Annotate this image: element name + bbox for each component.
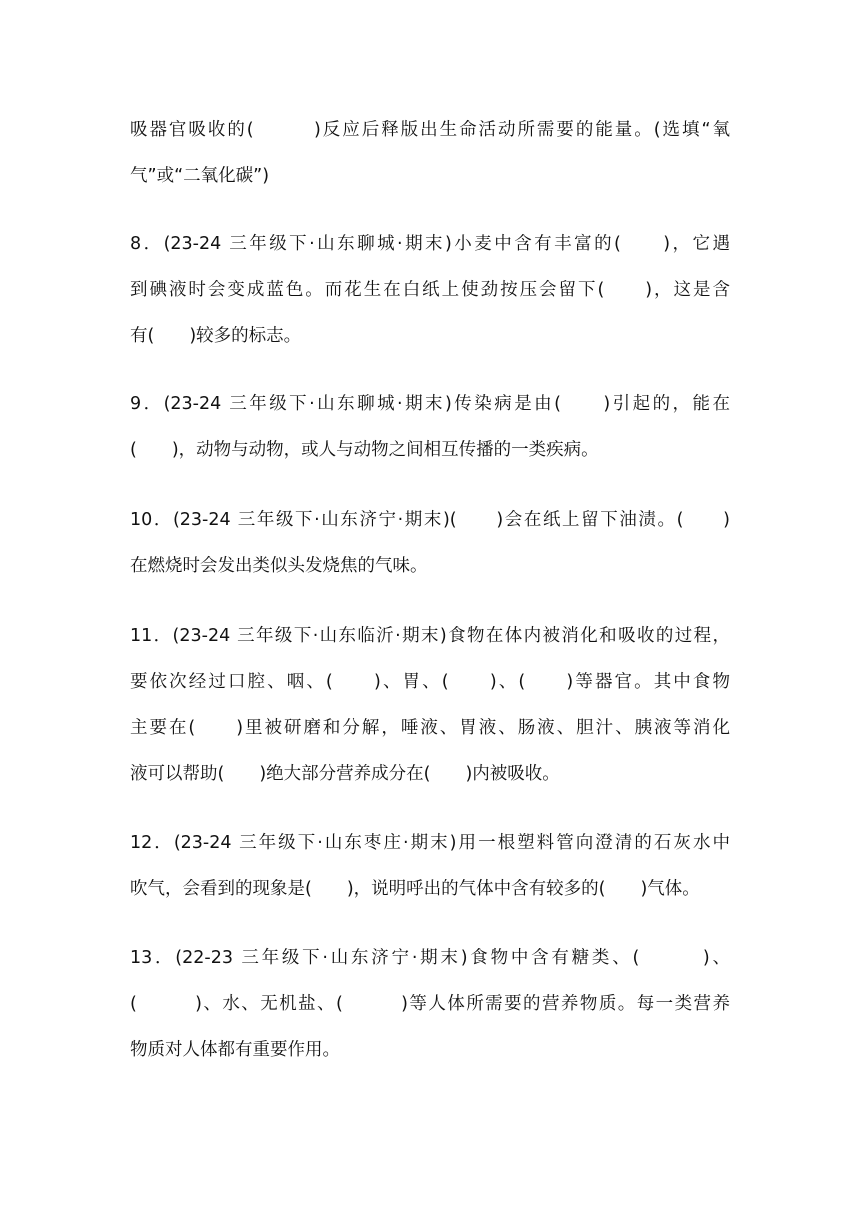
text-line: 在燃烧时会发出类似头发烧焦的气味。	[130, 556, 428, 576]
question-11	[130, 613, 730, 797]
text-line: 13．(22-23 三年级下·山东济宁·期末)食物中含有糖类、( )、	[130, 948, 730, 968]
text-line: ( )，动物与动物，或人与动物之间相互传播的一类疾病。	[130, 440, 599, 460]
text-line: 吹气，会看到的现象是( )，说明呼出的气体中含有较多的( )气体。	[130, 879, 700, 899]
text-line: 吸器官吸收的( )反应后释版出生命活动所需要的能量。(选填“氧	[130, 120, 730, 140]
question-10	[130, 497, 730, 589]
text-line: 气”或“二氧化碳”)	[130, 166, 270, 186]
question-13	[130, 935, 730, 1073]
text-line: 物质对人体都有重要作用。	[130, 1040, 340, 1060]
text-line: 要依次经过口腔、咽、( )、胃、( )、( )等器官。其中食物	[130, 672, 730, 692]
text-line: 有( )较多的标志。	[130, 326, 302, 346]
text-line: 8．(23-24 三年级下·山东聊城·期末)小麦中含有丰富的( )，它遇	[130, 234, 730, 254]
text-line: 到碘液时会变成蓝色。而花生在白纸上使劲按压会留下( )，这是含	[130, 280, 730, 300]
question-8	[130, 221, 730, 359]
question-7-continuation	[130, 107, 730, 199]
text-line: 9．(23-24 三年级下·山东聊城·期末)传染病是由( )引起的，能在	[130, 394, 730, 414]
question-9	[130, 381, 730, 473]
text-line: 液可以帮助( )绝大部分营养成分在( )内被吸收。	[130, 764, 560, 784]
text-line: 12．(23-24 三年级下·山东枣庄·期末)用一根塑料管向澄清的石灰水中	[130, 833, 730, 853]
text-line: ( )、水、无机盐、( )等人体所需要的营养物质。每一类营养	[130, 994, 730, 1014]
text-line: 主要在( )里被研磨和分解，唾液、胃液、肠液、胆汁、胰液等消化	[130, 718, 730, 738]
text-line: 11．(23-24 三年级下·山东临沂·期末)食物在体内被消化和吸收的过程，	[130, 626, 730, 646]
question-12	[130, 820, 730, 912]
text-line: 10．(23-24 三年级下·山东济宁·期末)( )会在纸上留下油渍。( )	[130, 510, 730, 530]
